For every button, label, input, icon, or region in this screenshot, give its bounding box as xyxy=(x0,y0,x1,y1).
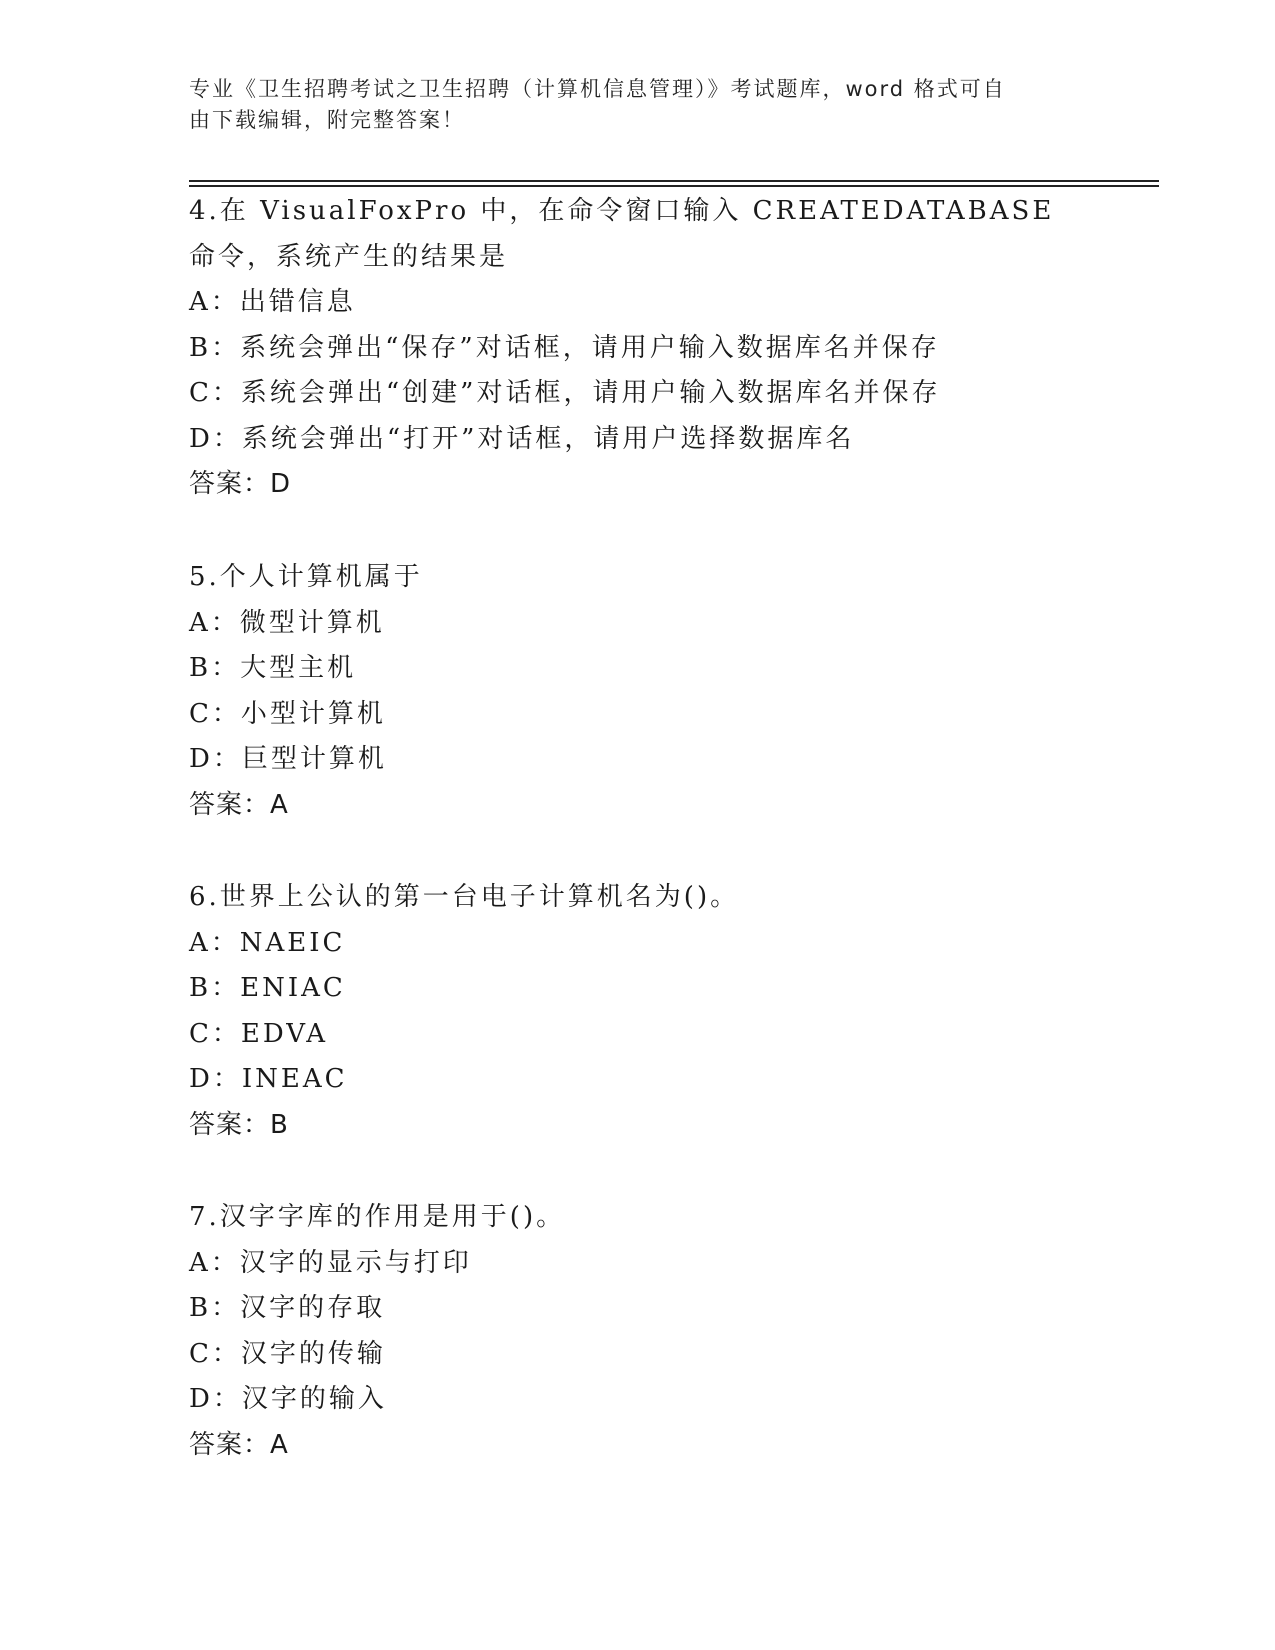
question-7 xyxy=(189,1195,1089,1468)
option-b: B：汉字的存取 xyxy=(189,1293,386,1323)
option-c: C：系统会弹出“创建”对话框，请用户输入数据库名并保存 xyxy=(189,378,941,408)
option-d: D：系统会弹出“打开”对话框，请用户选择数据库名 xyxy=(189,423,855,454)
option-c: C：EDVA xyxy=(189,1018,329,1049)
question-6 xyxy=(189,875,1089,1148)
question-stem: 5.个人计算机属于 xyxy=(189,562,423,592)
option-d: D：汉字的输入 xyxy=(189,1384,387,1414)
header-divider-bottom xyxy=(189,185,1159,187)
answer-line: 答案：D xyxy=(189,469,292,499)
option-c: C：小型计算机 xyxy=(189,698,386,729)
option-b: B：ENIAC xyxy=(189,973,346,1003)
option-a: A：微型计算机 xyxy=(189,607,385,638)
header-divider-top xyxy=(189,180,1159,182)
question-stem: 7.汉字字库的作用是用于()。 xyxy=(189,1202,566,1232)
answer-line: 答案：A xyxy=(189,789,289,820)
option-a: A：汉字的显示与打印 xyxy=(189,1247,472,1278)
option-b: B：系统会弹出“保存”对话框，请用户输入数据库名并保存 xyxy=(189,332,940,363)
option-c: C：汉字的传输 xyxy=(189,1338,386,1369)
answer-line: 答案：B xyxy=(189,1109,289,1140)
option-a: A：NAEIC xyxy=(189,927,346,958)
header-line-1: 专业《卫生招聘考试之卫生招聘（计算机信息管理）》考试题库，word 格式可自 xyxy=(189,77,1006,101)
question-5 xyxy=(189,555,1089,828)
answer-line: 答案：A xyxy=(189,1429,289,1460)
option-d: D：INEAC xyxy=(189,1064,348,1094)
question-stem: 4.在 VisualFoxPro 中，在命令窗口输入 CREATEDATABASE 命令，系统产生的结果是 xyxy=(189,196,1055,272)
option-a: A：出错信息 xyxy=(189,287,356,317)
question-4 xyxy=(189,189,1089,508)
question-stem: 6.世界上公认的第一台电子计算机名为()。 xyxy=(189,882,740,912)
option-b: B：大型主机 xyxy=(189,653,357,683)
option-d: D：巨型计算机 xyxy=(189,744,387,774)
header-line-2: 由下载编辑，附完整答案！ xyxy=(189,108,465,132)
header-note xyxy=(189,74,1069,136)
